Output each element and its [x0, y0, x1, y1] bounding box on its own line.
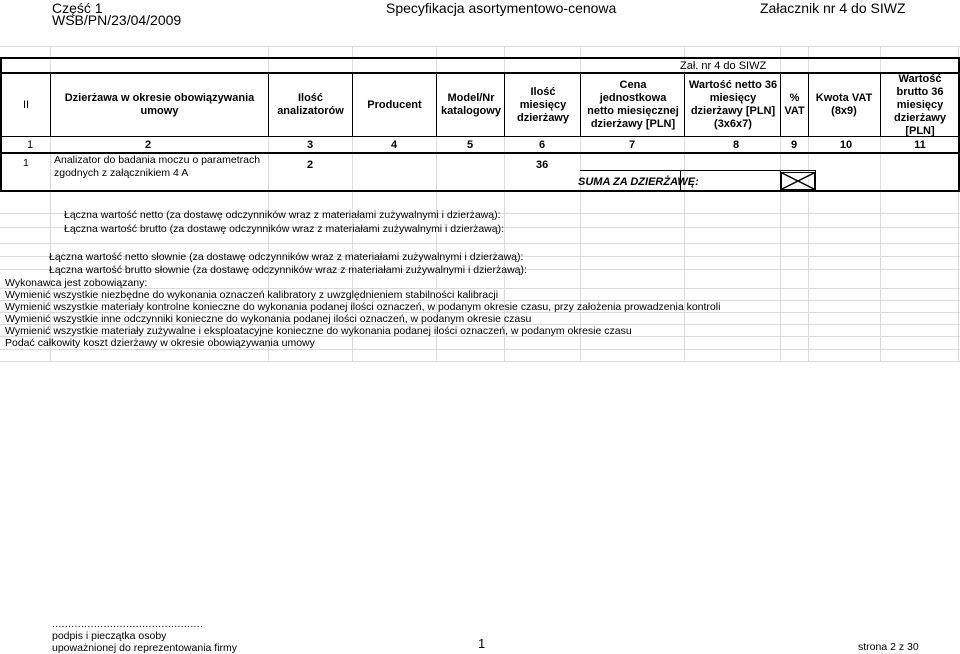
row-item-name-line2: zgodnych z załącznikiem 4 A: [54, 167, 189, 179]
obligation-item: Podać całkowity koszt dzierżawy w okresie obowiązywania umowy: [5, 337, 315, 349]
column-header-analyzer-qty: Ilość analizatorów: [277, 92, 344, 117]
signature-label-2: upoważnionej do reprezentowania firmy: [52, 642, 238, 654]
column-number: 4: [390, 139, 398, 151]
column-header-vat-amount: Kwota VAT (8x9): [815, 92, 873, 117]
column-number: 8: [732, 139, 740, 151]
row-analyzer-qty: 2: [307, 159, 314, 171]
column-header-model: Model/Nr katalogowy: [441, 92, 501, 117]
column-number: 2: [144, 139, 152, 151]
total-net-words-label: Łączna wartość netto słownie (za dostawę odczynników wraz z materiałami zużywalnymi i dzierżawą):: [49, 251, 524, 263]
column-header-gross-value: Wartość brutto 36 miesięcy dzierżawy [PLN]: [894, 72, 946, 137]
signature-dots: ...............................................: [52, 618, 204, 630]
obligation-item: Wymienić wszystkie materiały kontrolne konieczne do wykonania podanej ilości oznaczeń, w podanym okresie czasu, przy założenia prowadzenia kontroli: [5, 301, 721, 313]
obligation-item: Wymienić wszystkie niezbędne do wykonania oznaczeń kalibratory z uwzględnieniem stabilności kalibracji: [5, 289, 499, 301]
row-lp: 1: [23, 157, 29, 169]
column-number: 3: [306, 139, 314, 151]
sum-label: SUMA ZA DZIERŻAWĘ:: [578, 176, 699, 188]
obligation-item: Wymienić wszystkie inne odczynniki konieczne do wykonania podanej ilości oznaczeń, w podanym okresie czasu: [5, 313, 532, 325]
column-header-net-value: Wartość netto 36 miesięcy dzierżawy [PLN] (3x6x7): [688, 79, 778, 130]
reference-number: WSB/PN/23/04/2009: [52, 12, 182, 28]
total-gross-label: Łączna wartość brutto (za dostawę odczynników wraz z materiałami zużywalnymi i dzierżawą):: [64, 223, 504, 235]
obligation-item: Wymienić wszystkie materiały zużywalne i eksploatacyjne konieczne do wykonania podanej ilości oznaczeń, w podanym okresie czasu: [5, 325, 632, 337]
total-net-label: Łączna wartość netto (za dostawę odczynników wraz z materiałami zużywalnymi i dzierżawą):: [64, 209, 501, 221]
column-header-months: Ilość miesięcy dzierżawy: [517, 85, 569, 124]
total-gross-words-label: Łączna wartość brutto słownie (za dostawę odczynników wraz z materiałami zużywalnymi i dzierżawą):: [49, 264, 527, 276]
row-months: 36: [536, 159, 549, 171]
column-number: 11: [914, 139, 926, 151]
column-header-producer: Producent: [367, 98, 422, 111]
column-number: 10: [839, 139, 853, 151]
column-number: 9: [790, 139, 798, 151]
column-header-vat-percent: % VAT: [784, 92, 805, 117]
row-item-name-line1: Analizator do badania moczu o parametrach: [54, 154, 261, 166]
column-header-ii: II: [22, 98, 30, 111]
annex-label: Załacznik nr 4 do SIWZ: [760, 0, 906, 16]
page-of-label: strona 2 z 30: [858, 641, 919, 653]
sheet-annex-label: Zał. nr 4 do SIWZ: [680, 60, 767, 72]
column-number: 5: [466, 139, 474, 151]
column-number: 7: [628, 139, 636, 151]
column-header-lease-period: Dzierżawa w okresie obowiązywania umowy: [64, 92, 255, 117]
part-label: Część 1: [52, 0, 103, 16]
column-header-unit-price: Cena jednostkowa netto miesięcznej dzierżawy [PLN]: [587, 79, 679, 130]
page-number: 1: [478, 636, 486, 651]
column-number: 6: [538, 139, 546, 151]
column-number: 1: [26, 139, 34, 151]
obligations-intro: Wykonawca jest zobowiązany:: [5, 277, 148, 289]
signature-label-1: podpis i pieczątka osoby: [52, 630, 167, 642]
document-title: Specyfikacja asortymentowo-cenowa: [386, 0, 617, 16]
crossed-out-cell-icon: [781, 172, 815, 190]
